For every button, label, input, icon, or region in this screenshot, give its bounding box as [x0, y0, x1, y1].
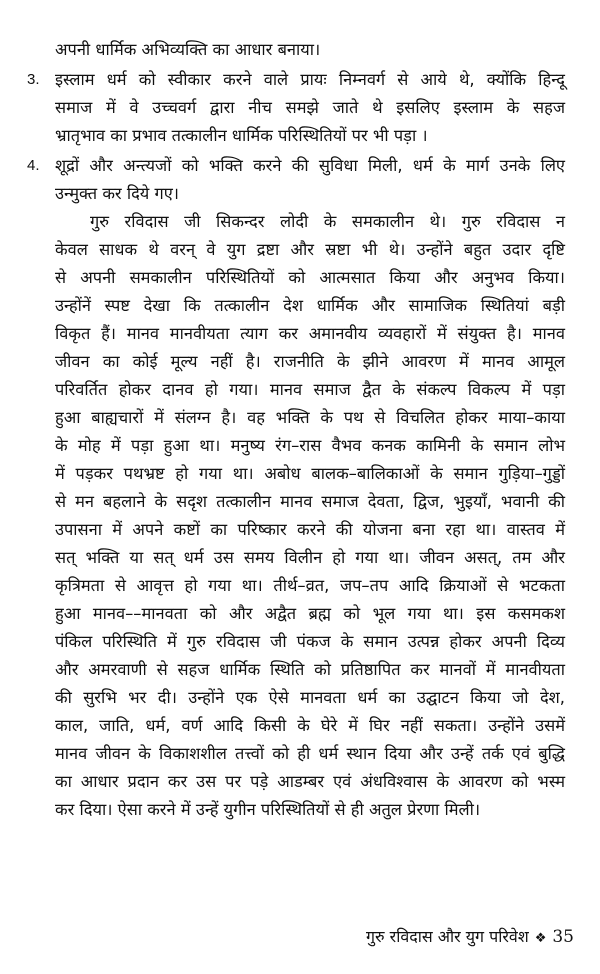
paragraph-line: जीवन का कोई मूल्य नहीं है। राजनीति के झीने आवरण में मानव आमूल	[55, 352, 565, 371]
paragraph-line: से अपनी समकालीन परिस्थितियों को आत्मसात किया और अनुभव किया।	[55, 268, 565, 287]
paragraph-line: काल, जाति, धर्म, वर्ण आदि किसी के घेरे में घिर नहीं सकता। उन्होंने उसमें	[55, 716, 565, 735]
paragraph-line: सत् भक्ति या सत् धर्म उस समय विलीन हो गया था। जीवन असत्, तम और	[55, 548, 565, 567]
paragraph-line: की सुरभि भर दी। उन्होंने एक ऐसे मानवता धर्म का उद्घाटन किया जो देश,	[55, 688, 565, 707]
page-footer	[366, 924, 574, 952]
paragraph-line: के मोह में पड़ा हुआ था। मनुष्य रंग–रास वैभव कनक कामिनी के समान लोभ	[55, 436, 565, 455]
page-number: 35	[552, 927, 574, 947]
paragraph-line: और अमरवाणी से सहज धार्मिक स्थिति को प्रतिष्ठापित कर मानवों में मानवीयता	[55, 660, 565, 679]
text-line: उन्मुक्त कर दिये गए।	[55, 184, 180, 203]
paragraph-line: हुआ बाह्यचारों में संलग्न है। वह भक्ति के पथ से विचलित होकर माया–काया	[55, 408, 565, 427]
paragraph-line: गुरु रविदास जी सिकन्दर लोदी के समकालीन थे। गुरु रविदास न	[90, 212, 565, 231]
separator-ornament: ❖	[534, 931, 547, 946]
paragraph-line: मानव जीवन के विकाशशील तत्त्वों को ही धर्म स्थान दिया और उन्हें तर्क एवं बुद्धि	[55, 744, 565, 763]
list-number: 3.	[27, 71, 40, 88]
paragraph-line: का आधार प्रदान कर उस पर पड़े आडम्बर एवं अंधविश्वास के आवरण को भस्म	[55, 772, 565, 791]
text-line: भ्रातृभाव का प्रभाव तत्कालीन धार्मिक परिस्थितियों पर भी पड़ा ।	[55, 126, 428, 145]
paragraph-line: से मन बहलाने के सदृश तत्कालीन मानव समाज देवता, द्विज, भुइयाँ, भवानी की	[55, 492, 565, 511]
running-title: गुरु रविदास और युग परिवेश	[365, 927, 529, 946]
paragraph-line: कृत्रिमता से आवृत्त हो गया था। तीर्थ–व्रत, जप–तप आदि क्रियाओं से भटकता	[55, 576, 565, 595]
paragraph-line: हुआ मानव––मानवता को और अद्वैत ब्रह्म को भूल गया था। इस कसमकश	[55, 604, 565, 623]
text-line: इस्लाम धर्म को स्वीकार करने वाले प्रायः निम्नवर्ग से आये थे, क्योंकि हिन्दू	[55, 70, 565, 89]
paragraph-line: पंकिल परिस्थिति में गुरु रविदास जी पंकज के समान उत्पन्न होकर अपनी दिव्य	[55, 632, 565, 651]
paragraph-line: उन्होंनें स्पष्ट देखा कि तत्कालीन देश धार्मिक और सामाजिक स्थितियां बड़ी	[55, 296, 565, 315]
paragraph-line: विकृत हैं। मानव मानवीयता त्याग कर अमानवीय व्यवहारों में संयुक्त है। मानव	[55, 324, 565, 343]
paragraph-line: कर दिया। ऐसा करने में उन्हें युगीन परिस्थितियों से ही अतुल प्रेरणा मिली।	[55, 800, 481, 819]
paragraph-line: उपासना में अपने कष्टों का परिष्कार करने की योजना बना रहा था। वास्तव में	[55, 520, 565, 539]
paragraph-line: केवल साधक थे वरन् वे युग द्रष्टा और स्रष्टा भी थे। उन्होंने बहुत उदार दृष्टि	[55, 240, 565, 259]
paragraph-line: में पड़कर पथभ्रष्ट हो गया था। अबोध बालक–बालिकाओं के समान गुड़िया–गुड्डों	[55, 464, 565, 483]
text-line: अपनी धार्मिक अभिव्यक्ति का आधार बनाया।	[55, 40, 321, 59]
paragraph-line: परिवर्तित होकर दानव हो गया। मानव समाज द्वैत के संकल्प विकल्प में पड़ा	[55, 380, 565, 399]
text-line: समाज में वे उच्चवर्ग द्वारा नीच समझे जाते थे इसलिए इस्लाम के सहज	[55, 98, 565, 117]
list-number: 4.	[27, 157, 40, 174]
text-line: शूद्रों और अन्त्यजों को भक्ति करने की सुविधा मिली, धर्म के मार्ग उनके लिए	[55, 156, 565, 175]
